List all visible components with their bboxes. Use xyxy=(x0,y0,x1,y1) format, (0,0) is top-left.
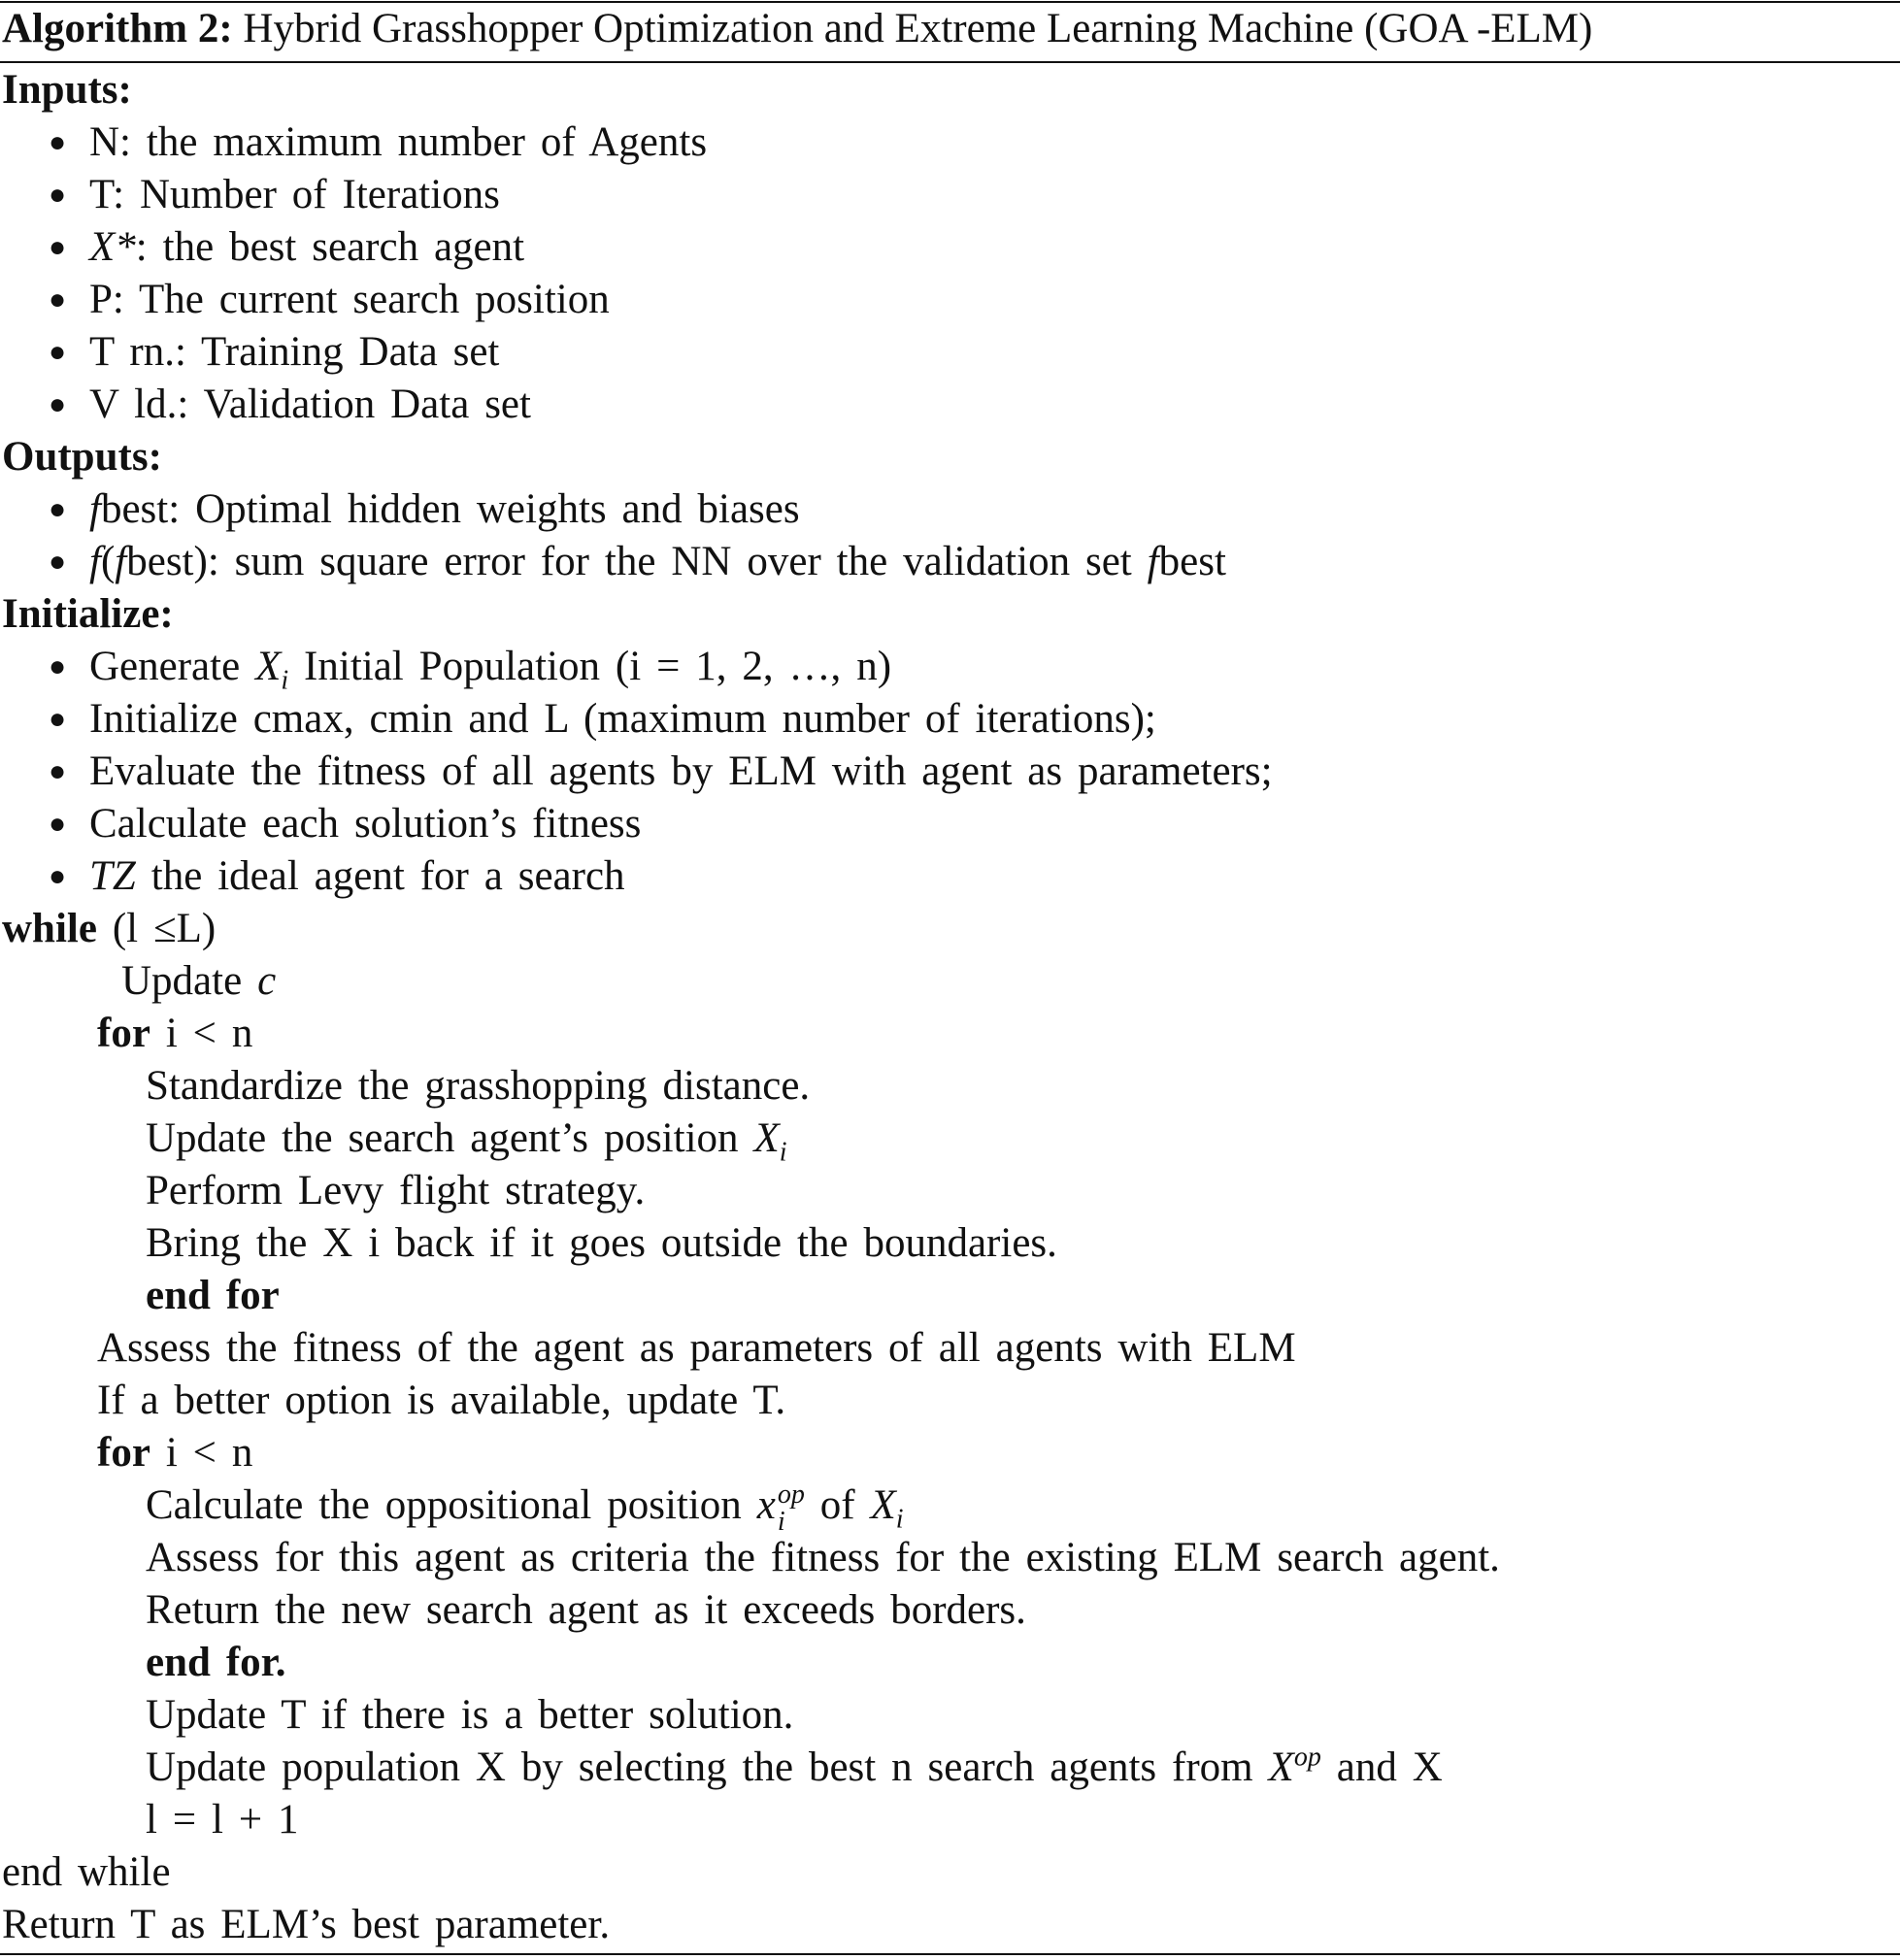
assess2-line: Assess for this agent as criteria the fitness for the existing ELM search agent. xyxy=(146,1535,1500,1580)
algorithm-title xyxy=(2,0,1592,60)
bullet-icon: ● xyxy=(49,179,67,211)
init-item: ● TZ the ideal agent for a search xyxy=(49,850,625,903)
update-c-line: Update c xyxy=(121,958,277,1004)
output-item: ● fbest: Optimal hidden weights and biases xyxy=(49,483,800,536)
bullet-icon: ● xyxy=(49,808,67,840)
for1-step: Standardize the grasshopping distance. xyxy=(146,1063,811,1109)
for-line-2: for i < n xyxy=(97,1430,253,1476)
bullet-icon: ● xyxy=(49,126,67,158)
for-line-1: for i < n xyxy=(97,1011,253,1056)
algorithm-label: Algorithm 2: xyxy=(2,6,233,51)
bullet-icon: ● xyxy=(49,336,67,368)
input-item: ● N: the maximum number of Agents xyxy=(49,116,707,169)
init-item: ● Initialize cmax, cmin and L (maximum number of iterations); xyxy=(49,693,1156,746)
outputs-heading: Outputs: xyxy=(2,434,162,480)
for1-step: Bring the X i back if it goes outside the boundaries. xyxy=(146,1220,1057,1266)
end-for-2: end for. xyxy=(146,1640,286,1685)
output-item: ● f(fbest): sum square error for the NN over the validation set fbest xyxy=(49,536,1226,588)
return-new-line: Return the new search agent as it exceeds borders. xyxy=(146,1587,1026,1633)
bullet-icon: ● xyxy=(49,860,67,892)
return-final-line: Return T as ELM’s best parameter. xyxy=(2,1902,611,1947)
bullet-icon: ● xyxy=(49,755,67,787)
for1-step: Perform Levy flight strategy. xyxy=(146,1168,646,1213)
for1-step: Update the search agent’s position $X_i$ xyxy=(146,1115,787,1168)
update-pop-line: Update population X by selecting the best n search agents from $X^{op}$ and X xyxy=(146,1742,1443,1790)
input-item: ● P: The current search position xyxy=(49,274,610,326)
calc-opposition-line: Calculate the oppositional position x op i of $X_i$ xyxy=(146,1479,904,1538)
input-item: ● T: Number of Iterations xyxy=(49,169,500,221)
init-item: ● Generate $X_i$ Initial Population (i = 1, 2, …, n) xyxy=(49,641,891,693)
bullet-icon: ● xyxy=(49,388,67,420)
end-for-1: end for xyxy=(146,1273,280,1318)
init-item: ● Calculate each solution’s fitness xyxy=(49,798,641,850)
title-rule xyxy=(0,61,1900,63)
input-item: ● X*: the best search agent xyxy=(49,221,524,274)
bottom-rule xyxy=(0,1953,1900,1955)
increment-line: l = l + 1 xyxy=(146,1797,299,1843)
if-better-line: If a better option is available, update T. xyxy=(97,1378,786,1423)
init-item: ● Evaluate the fitness of all agents by ELM with agent as parameters; xyxy=(49,746,1273,798)
bullet-icon: ● xyxy=(49,283,67,316)
bullet-icon: ● xyxy=(49,493,67,525)
bullet-icon: ● xyxy=(49,231,67,263)
inputs-heading: Inputs: xyxy=(2,67,132,113)
input-item: ● V ld.: Validation Data set xyxy=(49,379,531,431)
algorithm-name: Hybrid Grasshopper Optimization and Extreme Learning Machine (GOA -ELM) xyxy=(243,6,1593,51)
initialize-heading: Initialize: xyxy=(2,591,174,637)
while-line: while (l ≤L) xyxy=(2,906,217,951)
assess-line: Assess the fitness of the agent as parameters of all agents with ELM xyxy=(97,1325,1296,1371)
input-item: ● T rn.: Training Data set xyxy=(49,326,499,379)
bullet-icon: ● xyxy=(49,546,67,578)
bullet-icon: ● xyxy=(49,650,67,682)
bullet-icon: ● xyxy=(49,703,67,735)
end-while-line: end while xyxy=(2,1849,171,1895)
update-t-line: Update T if there is a better solution. xyxy=(146,1692,794,1738)
